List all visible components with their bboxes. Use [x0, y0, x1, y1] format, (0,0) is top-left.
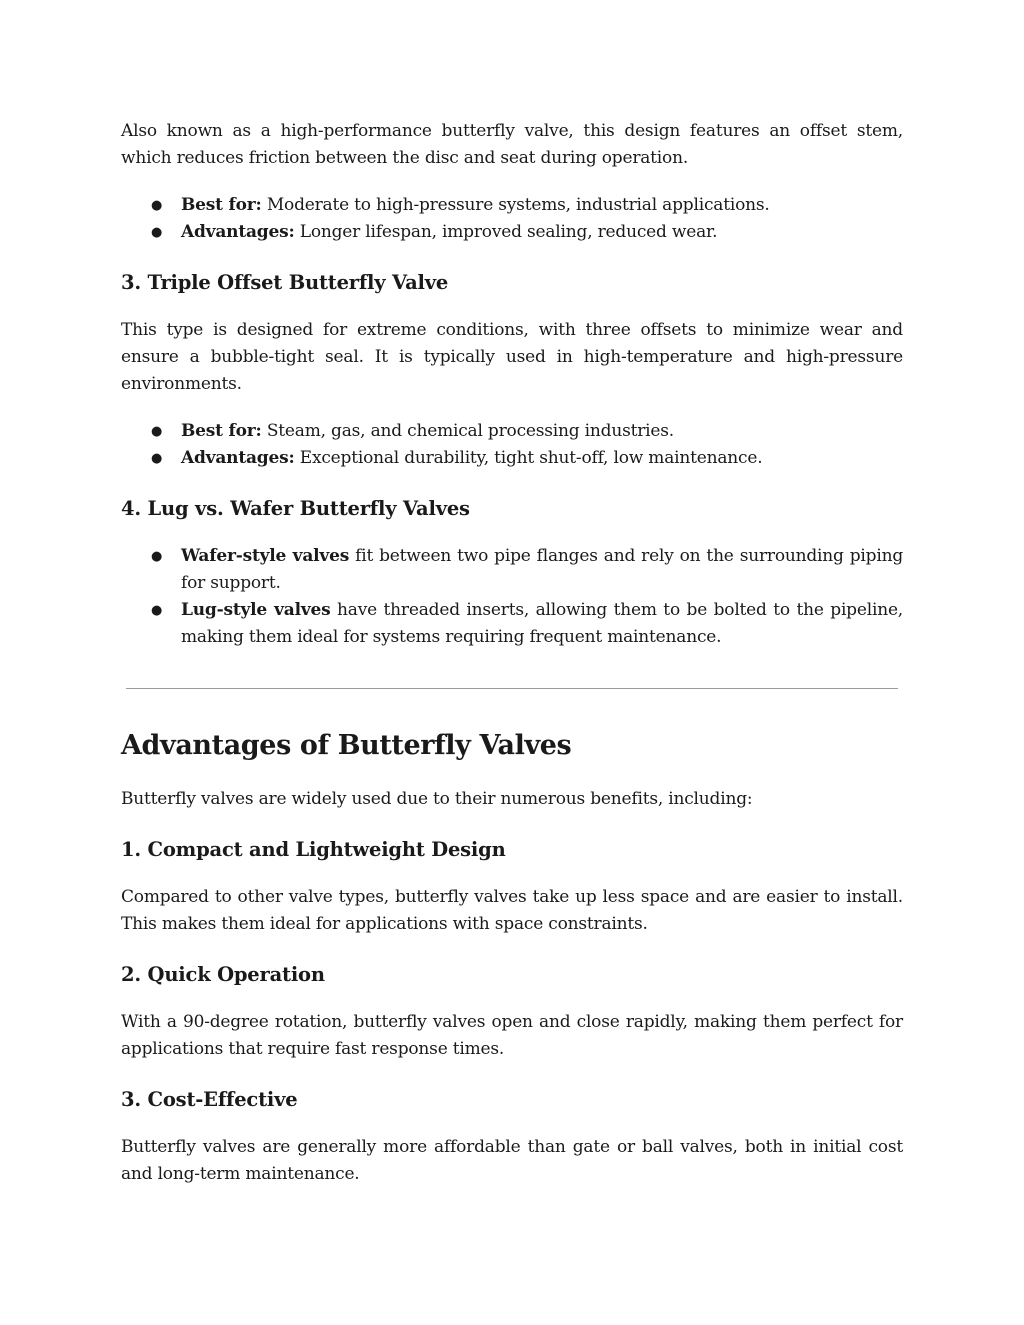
lug-wafer-bullet-list [121, 543, 903, 651]
bullet-icon: ● [151, 549, 163, 564]
list-item-label: Advantages: [181, 448, 295, 468]
advantage-heading-quick-operation: 2. Quick Operation [121, 963, 325, 986]
document-page [121, 118, 903, 1188]
list-item-text: Steam, gas, and chemical processing industries. [261, 421, 675, 441]
list-item-text: Longer lifespan, improved sealing, reduced wear. [294, 222, 718, 242]
list-item-label: Advantages: [181, 222, 295, 242]
list-item-text: Moderate to high-pressure systems, industrial applications. [261, 195, 770, 215]
list-item-label: Best for: [181, 195, 262, 215]
advantage-text-quick-operation: With a 90-degree rotation, butterfly valves open and close rapidly, making them perfect for applications that require fast response times. [121, 1012, 903, 1059]
list-item [121, 597, 903, 651]
triple-offset-paragraph: This type is designed for extreme conditions, with three offsets to minimize wear and ensure a bubble-tight seal. It is typically used in high-temperature and high-pressure environments. [121, 320, 903, 394]
list-item [121, 543, 903, 597]
bullet-icon: ● [151, 603, 163, 618]
list-item-text: have threaded inserts, allowing them to be bolted to the pipeline, making them ideal for systems requiring frequent maintenance. [181, 600, 904, 647]
list-item [121, 445, 903, 472]
bullet-icon: ● [151, 451, 163, 466]
bullet-icon: ● [151, 225, 163, 240]
intro-paragraph: Also known as a high-performance butterfly valve, this design features an offset stem, which reduces friction between the disc and seat during operation. [121, 121, 903, 168]
list-item [121, 418, 903, 445]
bullet-icon: ● [151, 198, 163, 213]
list-item-label: Lug-style valves [181, 600, 331, 620]
list-item-text: fit between two pipe flanges and rely on the surrounding piping for support. [181, 546, 904, 593]
section-heading-triple-offset: 3. Triple Offset Butterfly Valve [121, 271, 449, 294]
advantage-heading-compact: 1. Compact and Lightweight Design [121, 838, 506, 861]
advantage-heading-cost-effective: 3. Cost-Effective [121, 1088, 298, 1111]
advantage-text-compact: Compared to other valve types, butterfly valves take up less space and are easier to install. This makes them ideal for applications with space constraints. [121, 887, 903, 934]
list-item [121, 219, 903, 246]
triple-offset-bullet-list [121, 418, 903, 472]
intro-bullet-list [121, 192, 903, 246]
page-title-advantages: Advantages of Butterfly Valves [121, 730, 572, 761]
section-heading-lug-wafer: 4. Lug vs. Wafer Butterfly Valves [121, 497, 470, 520]
advantages-intro-paragraph: Butterfly valves are widely used due to their numerous benefits, including: [121, 789, 753, 809]
list-item-label: Wafer-style valves [181, 546, 350, 566]
advantage-text-cost-effective: Butterfly valves are generally more affordable than gate or ball valves, both in initial cost and long-term maintenance. [121, 1137, 903, 1184]
bullet-icon: ● [151, 424, 163, 439]
list-item-label: Best for: [181, 421, 262, 441]
list-item [121, 192, 903, 219]
list-item-text: Exceptional durability, tight shut-off, low maintenance. [294, 448, 763, 468]
